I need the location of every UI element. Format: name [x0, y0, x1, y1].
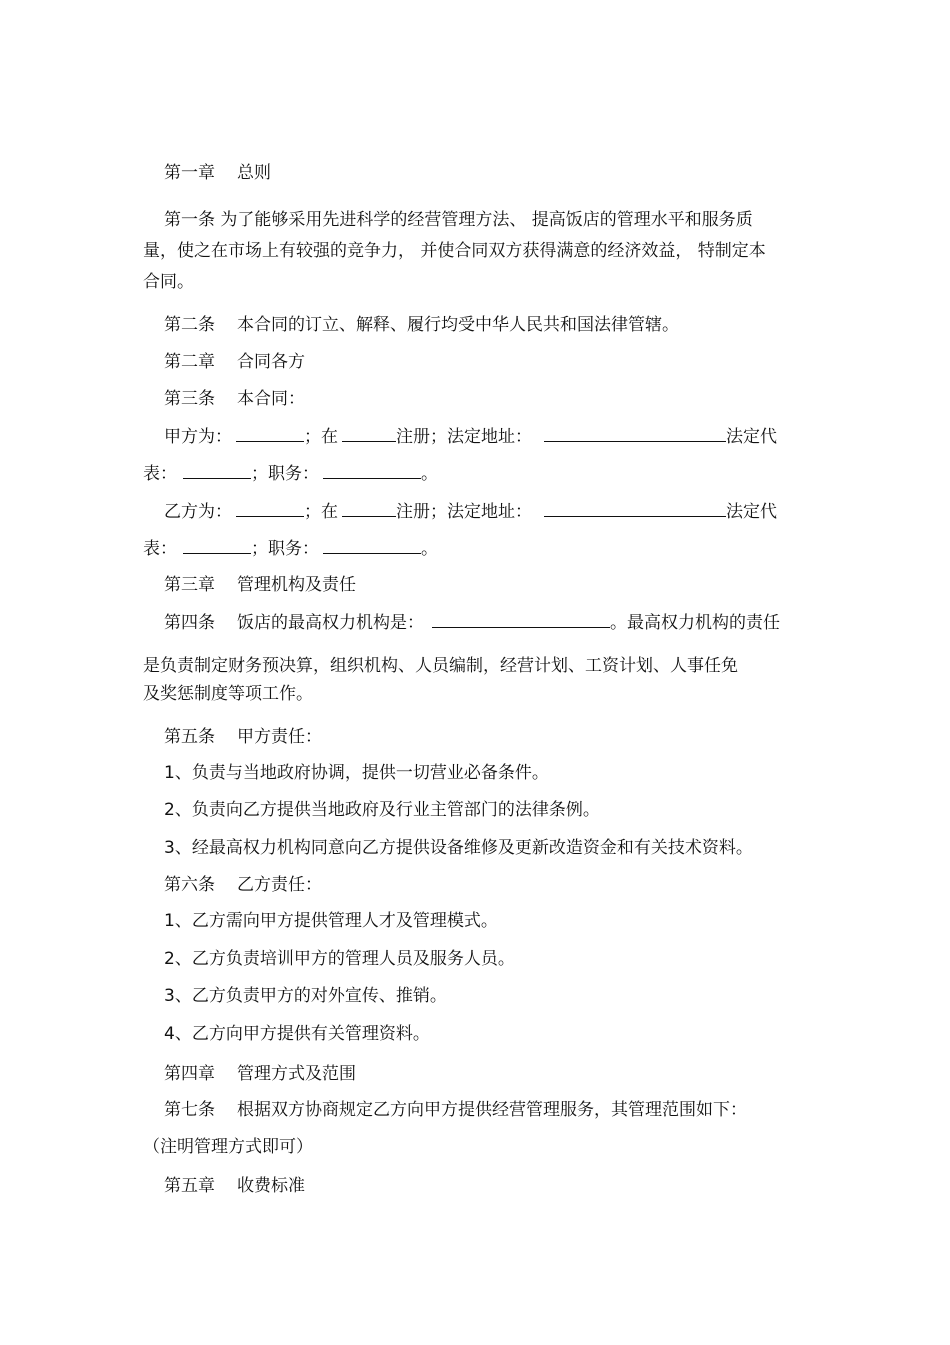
chapter-title: 收费标准	[237, 1176, 305, 1196]
party-b-address-blank	[544, 502, 726, 517]
article-4-line-2: 是负责制定财务预决算，组织机构、人员编制，经营计划、工资计划、人事任免	[143, 656, 738, 676]
article-2	[164, 317, 679, 334]
article-text: 饭店的最高权力机构是：	[237, 613, 424, 633]
party-b-line-1	[164, 502, 777, 521]
article-4-line-3: 及奖惩制度等项工作。	[143, 684, 313, 704]
chapter-1-heading	[164, 165, 271, 182]
list-item: 2、负责向乙方提供当地政府及行业主管部门的法律条例。	[164, 800, 600, 820]
party-a-line-1	[164, 427, 777, 446]
party-a-sep: ；在	[304, 427, 338, 447]
party-b-end: 。	[421, 539, 438, 559]
article-label: 第六条	[164, 875, 215, 895]
chapter-label: 第四章	[164, 1064, 215, 1084]
article-6	[164, 877, 322, 894]
chapter-title: 管理机构及责任	[237, 575, 356, 595]
article-label: 第三条	[164, 389, 215, 409]
party-a-prefix: 甲方为：	[164, 427, 232, 447]
party-a-reg-place-blank	[342, 427, 396, 442]
party-a-rep-prefix: 表：	[143, 464, 177, 484]
party-a-end: 。	[421, 464, 438, 484]
article-3	[164, 391, 305, 408]
article-text: 本合同的订立、解释、履行均受中华人民共和国法律管辖。	[237, 315, 679, 335]
chapter-label: 第三章	[164, 575, 215, 595]
article-label: 第七条	[164, 1100, 215, 1120]
article-7	[164, 1102, 747, 1119]
party-a-position-blank	[323, 464, 421, 479]
chapter-5-heading	[164, 1178, 305, 1195]
chapter-label: 第二章	[164, 352, 215, 372]
chapter-label: 第五章	[164, 1176, 215, 1196]
article-4-line-1	[164, 613, 780, 632]
party-a-rep-label: 法定代	[726, 427, 777, 447]
list-item: 1、乙方需向甲方提供管理人才及管理模式。	[164, 911, 498, 931]
party-a-reg-label: 注册；法定地址：	[396, 427, 532, 447]
chapter-2-heading	[164, 354, 305, 371]
article-text: 本合同：	[237, 389, 305, 409]
party-b-position-label: ；职务：	[251, 539, 319, 559]
party-b-reg-label: 注册；法定地址：	[396, 502, 532, 522]
party-b-line-2	[143, 539, 438, 558]
article-text: 甲方责任：	[237, 727, 322, 747]
party-b-position-blank	[323, 539, 421, 554]
list-item: 1、负责与当地政府协调，提供一切营业必备条件。	[164, 763, 549, 783]
list-item: 3、经最高权力机构同意向乙方提供设备维修及更新改造资金和有关技术资料。	[164, 838, 753, 858]
article-text: 根据双方协商规定乙方向甲方提供经营管理服务，其管理范围如下：	[237, 1100, 747, 1120]
party-b-rep-blank	[183, 539, 251, 554]
article-label: 第二条	[164, 315, 215, 335]
party-a-position-label: ；职务：	[251, 464, 319, 484]
chapter-title: 总则	[237, 163, 271, 183]
chapter-title: 合同各方	[237, 352, 305, 372]
party-b-reg-place-blank	[342, 502, 396, 517]
article-text: 乙方责任：	[237, 875, 322, 895]
party-a-address-blank	[544, 427, 726, 442]
article-label: 第五条	[164, 727, 215, 747]
chapter-3-heading	[164, 577, 356, 594]
party-a-rep-blank	[183, 464, 251, 479]
authority-blank	[432, 613, 610, 628]
list-item: 2、乙方负责培训甲方的管理人员及服务人员。	[164, 949, 515, 969]
party-a-name-blank	[236, 427, 304, 442]
party-b-sep: ；在	[304, 502, 338, 522]
article-label: 第四条	[164, 613, 215, 633]
party-b-name-blank	[236, 502, 304, 517]
article-1-line-1: 第一条 为了能够采用先进科学的经营管理方法、 提高饭店的管理水平和服务质	[164, 210, 753, 230]
chapter-label: 第一章	[164, 163, 215, 183]
party-a-line-2	[143, 464, 438, 483]
party-b-rep-prefix: 表：	[143, 539, 177, 559]
party-b-rep-label: 法定代	[726, 502, 777, 522]
article-7-note: （注明管理方式即可）	[143, 1137, 313, 1157]
article-tail: 。最高权力机构的责任	[610, 613, 780, 633]
article-1-line-2: 量，使之在市场上有较强的竞争力， 并使合同双方获得满意的经济效益， 特制定本	[143, 241, 766, 261]
list-item: 3、乙方负责甲方的对外宣传、推销。	[164, 986, 447, 1006]
article-5	[164, 729, 322, 746]
chapter-4-heading	[164, 1066, 356, 1083]
list-item: 4、乙方向甲方提供有关管理资料。	[164, 1024, 430, 1044]
chapter-title: 管理方式及范围	[237, 1064, 356, 1084]
party-b-prefix: 乙方为：	[164, 502, 232, 522]
article-1-line-3: 合同。	[143, 272, 194, 292]
